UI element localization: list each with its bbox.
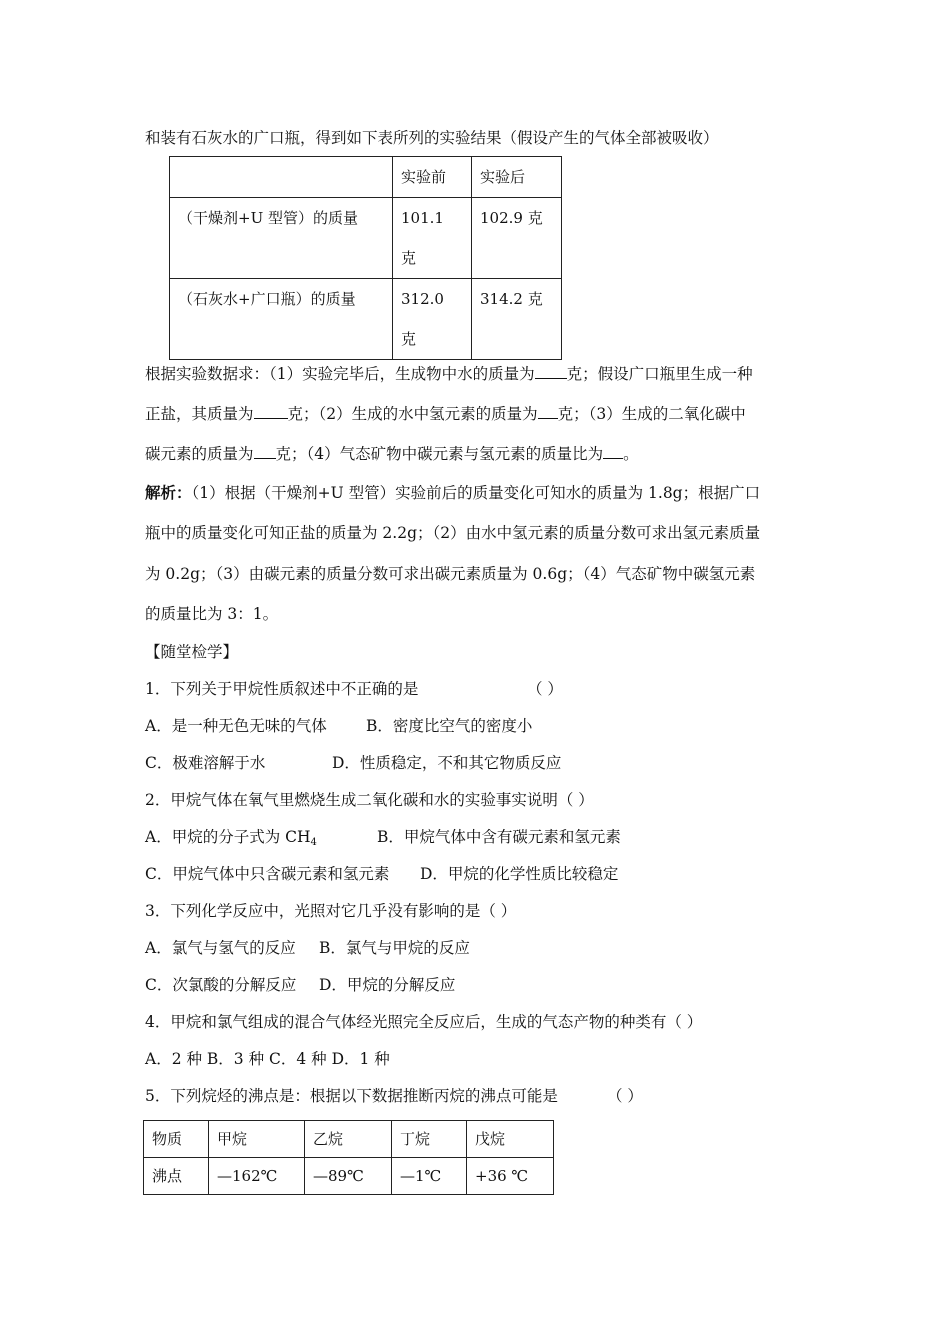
table-cell: —1℃ xyxy=(392,1158,467,1195)
q3-options-ab: A．氯气与氢气的反应 B．氯气与甲烷的反应 xyxy=(145,939,470,957)
boiling-point-table xyxy=(143,1120,554,1195)
q1-options-cd: C．极难溶解于水 D．性质稳定，不和其它物质反应 xyxy=(145,754,562,772)
q5-stem: 5．下列烷烃的沸点是：根据以下数据推断丙烷的沸点可能是 （ ） xyxy=(145,1087,643,1105)
table-row xyxy=(170,279,562,360)
q4-options: A．2 种 B．3 种 C．4 种 D．1 种 xyxy=(145,1050,390,1068)
q1-options-ab: A．是一种无色无味的气体 B．密度比空气的密度小 xyxy=(145,717,533,735)
row-after: 314.2 克 xyxy=(472,279,562,360)
table-header-cell: 实验后 xyxy=(472,157,562,198)
table-row xyxy=(144,1158,554,1195)
section-title: 【随堂检学】 xyxy=(145,643,239,661)
analysis-line-1: 解析：（1）根据（干燥剂+U 型管）实验前后的质量变化可知水的质量为 1.8g；根据广口 xyxy=(145,483,761,502)
table-cell: +36 ℃ xyxy=(467,1158,554,1195)
table-row xyxy=(170,198,562,279)
table-cell: —162℃ xyxy=(209,1158,305,1195)
question-line-1: 根据实验数据求：（1）实验完毕后，生成物中水的质量为 克；假设广口瓶里生成一种 xyxy=(145,362,753,385)
table-cell: 乙烷 xyxy=(305,1121,392,1158)
table-cell: 戊烷 xyxy=(467,1121,554,1158)
q1-stem: 1．下列关于甲烷性质叙述中不正确的是 （ ） xyxy=(145,680,563,698)
table-row xyxy=(144,1121,554,1158)
table-cell: 丁烷 xyxy=(392,1121,467,1158)
question-line-2: 正盐，其质量为 克；（2）生成的水中氢元素的质量为 克；（3）生成的二氧化碳中 xyxy=(145,402,746,425)
question-line-3: 碳元素的质量为 克；（4）气态矿物中碳元素与氢元素的质量比为 。 xyxy=(145,442,639,465)
row-label: （石灰水+广口瓶）的质量 xyxy=(170,279,393,360)
intro-line: 和装有石灰水的广口瓶，得到如下表所列的实验结果（假设产生的气体全部被吸收） xyxy=(145,129,719,147)
table-header-cell: 实验前 xyxy=(393,157,472,198)
analysis-line-4: 的质量比为 3：1。 xyxy=(145,605,279,623)
row-before: 312.0 克 xyxy=(393,279,472,360)
q3-options-cd: C．次氯酸的分解反应 D．甲烷的分解反应 xyxy=(145,976,456,994)
analysis-label: 解析： xyxy=(145,483,192,502)
q3-stem: 3．下列化学反应中，光照对它几乎没有影响的是（ ） xyxy=(145,902,517,920)
table-row xyxy=(170,157,562,198)
q2-options-ab: A．甲烷的分子式为 $CH_4$ B．甲烷气体中含有碳元素和氢元素 xyxy=(145,828,621,848)
table-cell: 物质 xyxy=(144,1121,209,1158)
analysis-line-3: 为 0.2g；（3）由碳元素的质量分数可求出碳元素质量为 0.6g；（4）气态矿物中碳氢元素 xyxy=(145,565,756,583)
experiment-table xyxy=(169,156,562,360)
row-before: 101.1 克 xyxy=(393,198,472,279)
table-header-cell xyxy=(170,157,393,198)
analysis-line-2: 瓶中的质量变化可知正盐的质量为 2.2g；（2）由水中氢元素的质量分数可求出氢元素质量 xyxy=(145,524,761,542)
q2-options-cd: C．甲烷气体中只含碳元素和氢元素 D．甲烷的化学性质比较稳定 xyxy=(145,865,619,883)
table-cell: —89℃ xyxy=(305,1158,392,1195)
q4-stem: 4．甲烷和氯气组成的混合气体经光照完全反应后，生成的气态产物的种类有（ ） xyxy=(145,1013,703,1031)
q2-stem: 2．甲烷气体在氧气里燃烧生成二氧化碳和水的实验事实说明（ ） xyxy=(145,791,594,809)
table-cell: 沸点 xyxy=(144,1158,209,1195)
row-label: （干燥剂+U 型管）的质量 xyxy=(170,198,393,279)
table-cell: 甲烷 xyxy=(209,1121,305,1158)
row-after: 102.9 克 xyxy=(472,198,562,279)
